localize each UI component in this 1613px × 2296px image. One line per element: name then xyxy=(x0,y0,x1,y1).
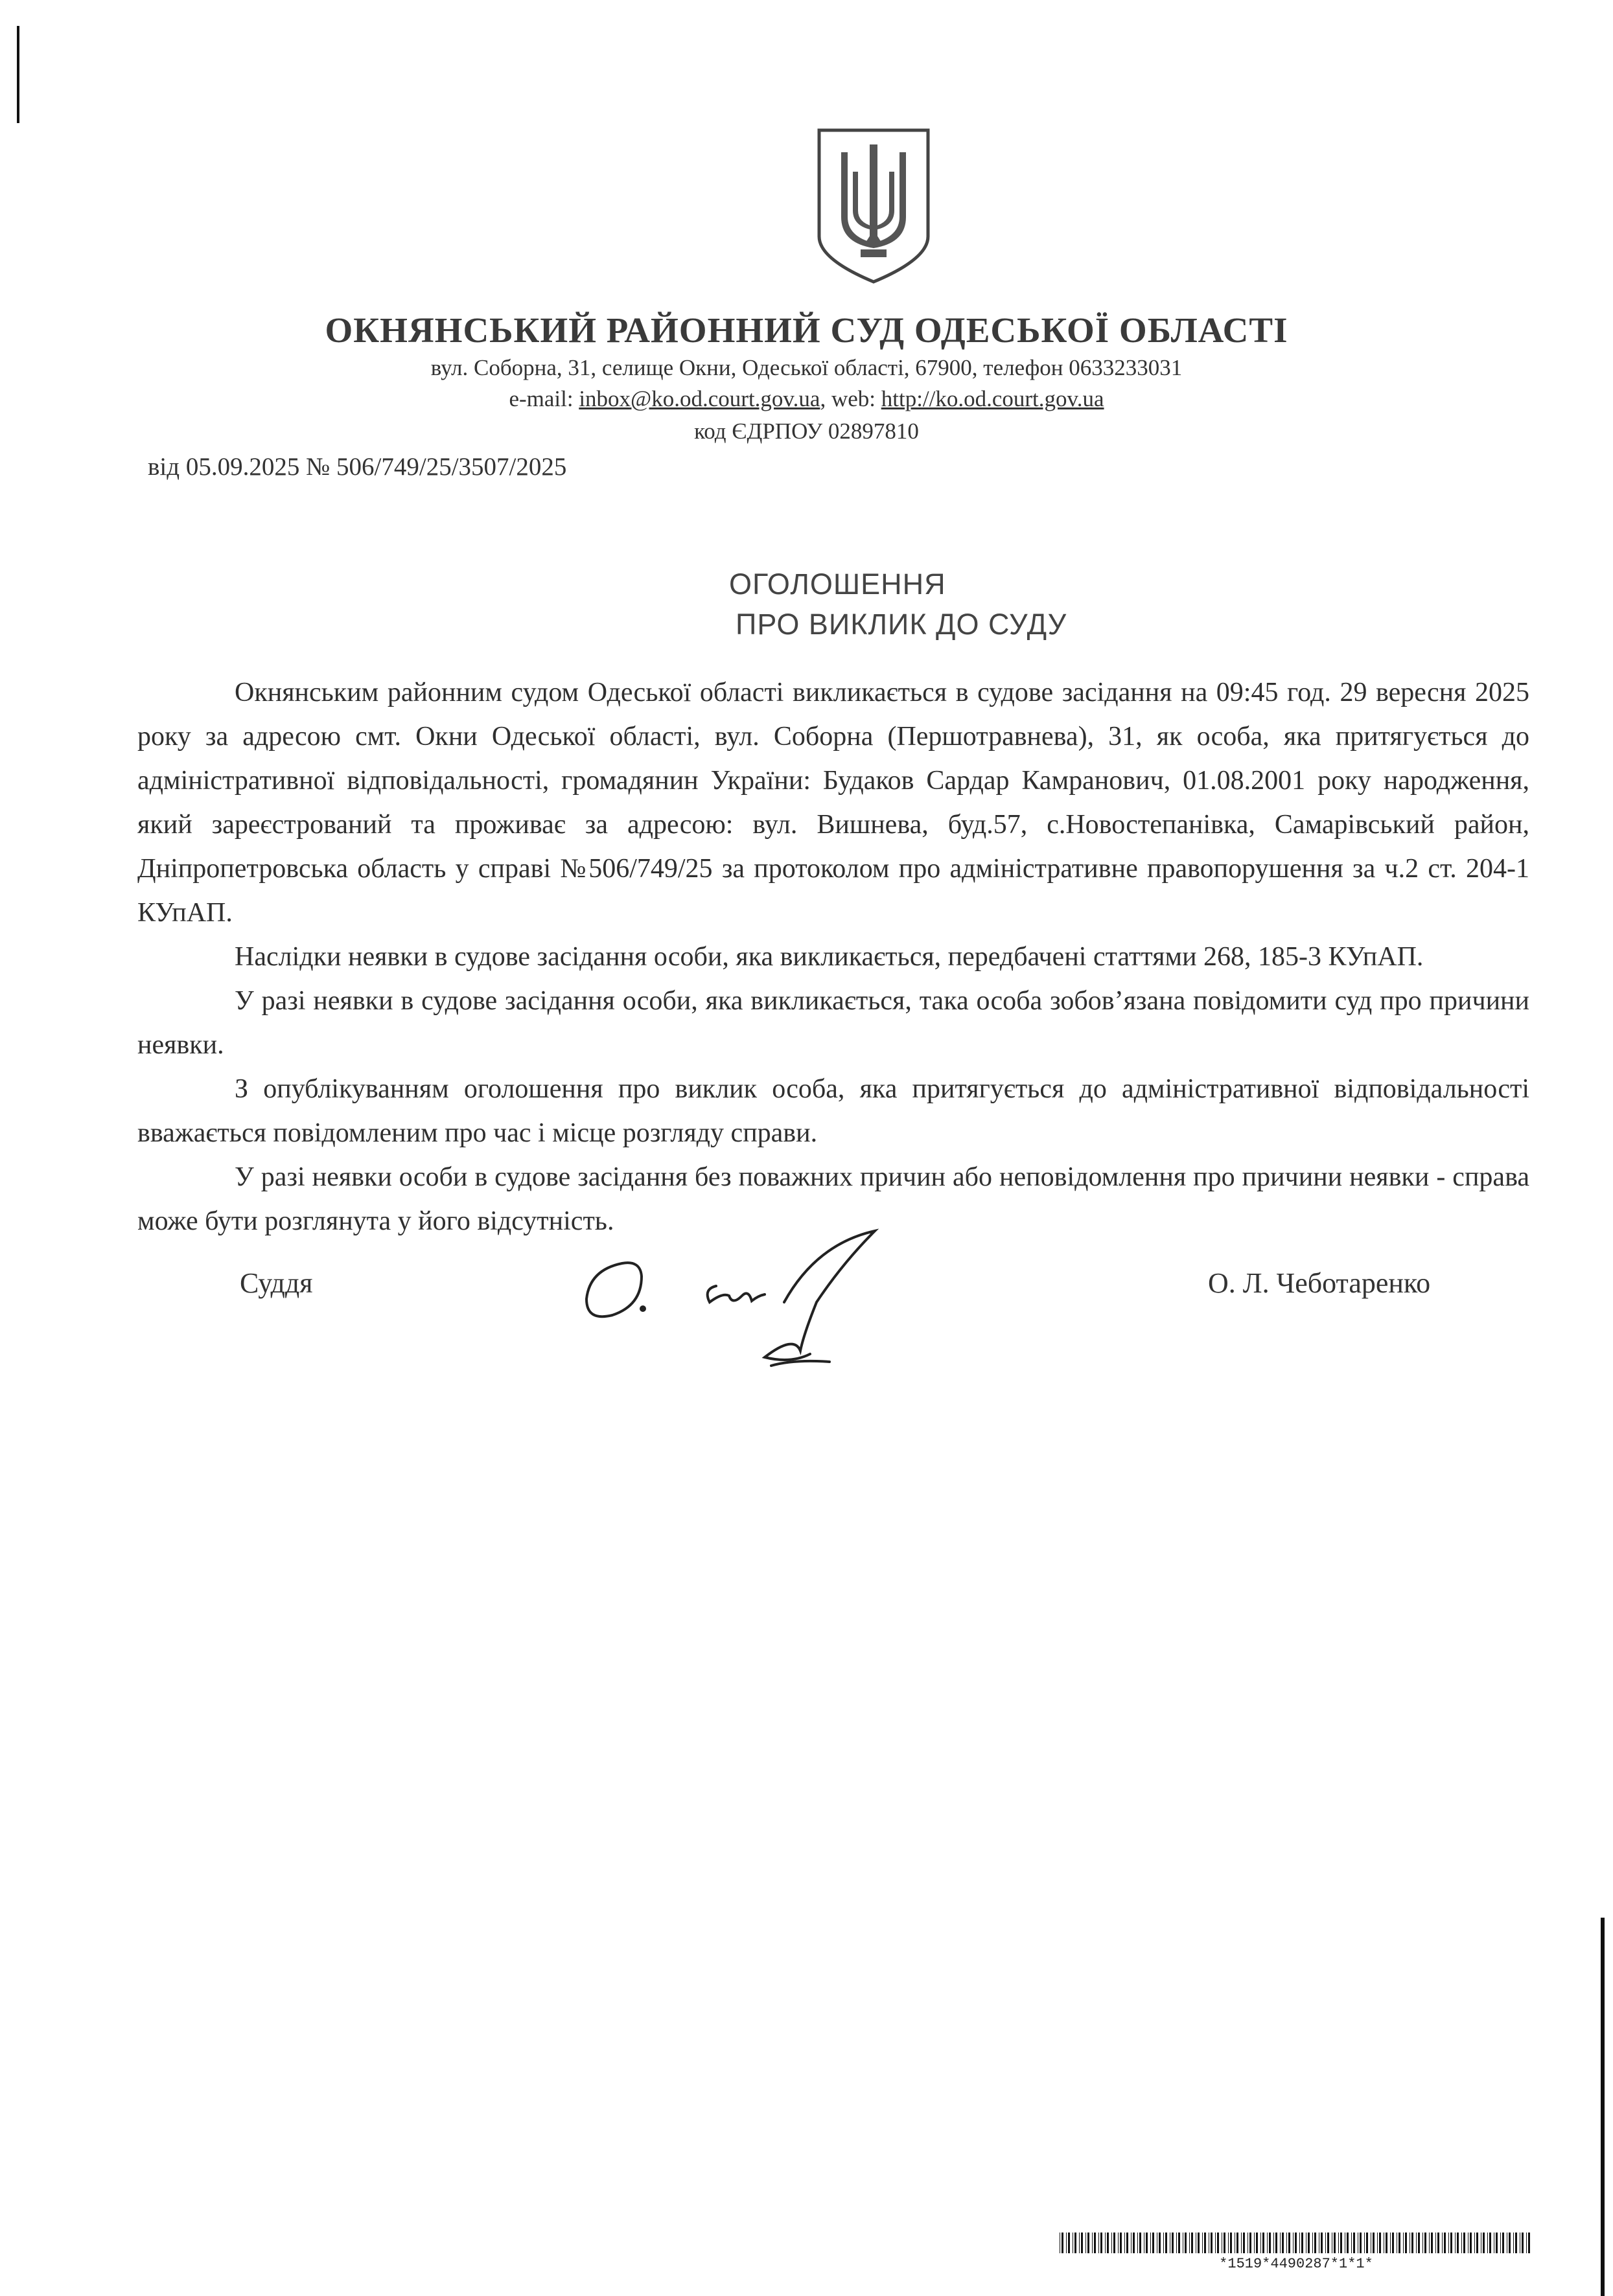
barcode-bar xyxy=(1152,2233,1154,2253)
barcode-bar xyxy=(1314,2233,1316,2253)
barcode-bar xyxy=(1230,2233,1232,2253)
barcode-bar xyxy=(1189,2233,1190,2253)
barcode-bar xyxy=(1500,2233,1501,2253)
barcode-bar xyxy=(1254,2233,1255,2253)
barcode-bar xyxy=(1172,2233,1174,2253)
barcode-bar xyxy=(1228,2233,1229,2253)
barcode-bar xyxy=(1431,2233,1433,2253)
barcode-bar xyxy=(1312,2233,1313,2253)
barcode-bar xyxy=(1489,2233,1491,2253)
barcode-bar xyxy=(1435,2233,1436,2253)
barcode-bar xyxy=(1262,2233,1264,2253)
barcode-bar xyxy=(1405,2233,1407,2253)
barcode-bar xyxy=(1301,2233,1303,2253)
barcode-bar xyxy=(1429,2233,1430,2253)
barcode-bar xyxy=(1299,2233,1300,2253)
barcode-bar xyxy=(1411,2233,1413,2253)
web-link[interactable]: http://ko.od.court.gov.ua xyxy=(881,386,1104,411)
barcode-bar xyxy=(1185,2233,1187,2253)
barcode-bar xyxy=(1364,2233,1365,2253)
barcode-bar xyxy=(1338,2233,1339,2253)
barcode-bar xyxy=(1107,2233,1109,2253)
barcode-bar xyxy=(1437,2233,1439,2253)
barcode-bar xyxy=(1513,2233,1514,2253)
barcode-bar xyxy=(1267,2233,1268,2253)
barcode-image xyxy=(1060,2233,1533,2253)
barcode-bar xyxy=(1178,2233,1180,2253)
court-edrpou: код ЄДРПОУ 02897810 xyxy=(694,419,919,444)
barcode-bar xyxy=(1398,2233,1400,2253)
barcode-bar xyxy=(1092,2233,1093,2253)
barcode-bar xyxy=(1146,2233,1148,2253)
barcode-bar xyxy=(1347,2233,1349,2253)
body-paragraph: У разі неявки в судове засідання особи, яка викликається, така особа зобов’язана повідомити суд про причини неявки. xyxy=(137,986,1529,1060)
body-paragraph: Окнянським районним судом Одеської області викликається в судове засідання на 09:45 год. 29 вересня 2025 року за адресою смт. Окни Одеської області, вул. Соборна (Першотравнева), 31, як особа, яка притягується до адміністративної відповідальності, громадянин України: Будаков Сардар Камранович, 01.08.2001 року народження, який зареєстрований та проживає за адресою: вул. Вишнева, буд.57, с.Новостепанівка, Самарівський район, Дніпропетровська область у справі №506/749/25 за протоколом про адміністративне правопорушення за ч.2 ст. 204-1 КУпАП. xyxy=(137,678,1529,928)
barcode-bar xyxy=(1165,2233,1167,2253)
barcode-bar xyxy=(1463,2233,1465,2253)
barcode-bar xyxy=(1502,2233,1504,2253)
barcode-bar xyxy=(1455,2233,1456,2253)
barcode-bar xyxy=(1236,2233,1238,2253)
barcode-bar xyxy=(1241,2233,1242,2253)
barcode-bar xyxy=(1327,2233,1329,2253)
signature-role: Суддя xyxy=(240,1267,313,1299)
barcode-bar xyxy=(1373,2233,1375,2253)
barcode-bar xyxy=(1487,2233,1488,2253)
barcode-bar xyxy=(1249,2233,1251,2253)
barcode-bar xyxy=(1243,2233,1245,2253)
barcode-bar xyxy=(1288,2233,1290,2253)
barcode-bar xyxy=(1085,2233,1086,2253)
barcode-bar xyxy=(1390,2233,1391,2253)
barcode-bar xyxy=(1163,2233,1164,2253)
barcode-bar xyxy=(1120,2233,1122,2253)
barcode-bar xyxy=(1334,2233,1336,2253)
barcode-bar xyxy=(1366,2233,1368,2253)
notice-heading-line2: ПРО ВИКЛИК ДО СУДУ xyxy=(736,608,1067,641)
barcode-bar xyxy=(1474,2233,1475,2253)
barcode-bar xyxy=(1273,2233,1274,2253)
barcode-bar xyxy=(1217,2233,1219,2253)
body-paragraph: У разі неявки особи в судове засідання без поважних причин або неповідомлення про причини неявки - справа може бути розглянута у його відсутність. xyxy=(137,1162,1529,1236)
barcode-bar xyxy=(1133,2233,1135,2253)
barcode-bar xyxy=(1094,2233,1096,2253)
web-label: , web: xyxy=(820,386,881,411)
barcode-bar xyxy=(1256,2233,1258,2253)
barcode-bar xyxy=(1087,2233,1089,2253)
barcode-bar xyxy=(1424,2233,1426,2253)
barcode-bar xyxy=(1224,2233,1225,2253)
barcode-bar xyxy=(1202,2233,1203,2253)
barcode-bar xyxy=(1457,2233,1459,2253)
notice-heading-line1: ОГОЛОШЕННЯ xyxy=(729,568,946,601)
barcode-bar xyxy=(1105,2233,1106,2253)
barcode-bar xyxy=(1176,2233,1177,2253)
scan-edge-mark-top-left xyxy=(17,26,19,123)
barcode-bar xyxy=(1159,2233,1161,2253)
barcode-bar xyxy=(1066,2233,1067,2253)
barcode-bar xyxy=(1295,2233,1297,2253)
judge-name: О. Л. Чеботаренко xyxy=(1208,1267,1431,1299)
notice-body xyxy=(137,671,1529,1243)
barcode-bar xyxy=(1379,2233,1381,2253)
barcode-bar xyxy=(1198,2233,1200,2253)
barcode-bar xyxy=(1191,2233,1193,2253)
barcode-bar xyxy=(1275,2233,1277,2253)
barcode-bar xyxy=(1353,2233,1355,2253)
barcode-bar xyxy=(1260,2233,1261,2253)
barcode-bar xyxy=(1470,2233,1472,2253)
barcode-bar xyxy=(1509,2233,1511,2253)
barcode-bar xyxy=(1515,2233,1517,2253)
barcode-bar xyxy=(1340,2233,1342,2253)
barcode-bar xyxy=(1280,2233,1281,2253)
barcode-bar xyxy=(1269,2233,1271,2253)
handwritten-signature xyxy=(570,1224,933,1380)
court-contacts xyxy=(0,386,1613,412)
barcode-bar xyxy=(1286,2233,1287,2253)
barcode-bar xyxy=(1113,2233,1115,2253)
email-label: e-mail: xyxy=(509,386,579,411)
barcode-bar xyxy=(1448,2233,1449,2253)
barcode-bar xyxy=(1360,2233,1362,2253)
barcode-bar xyxy=(1526,2233,1527,2253)
barcode-bar xyxy=(1282,2233,1284,2253)
barcode-bar xyxy=(1124,2233,1125,2253)
barcode-bar xyxy=(1062,2233,1063,2253)
barcode-bar xyxy=(1522,2233,1524,2253)
barcode-bar xyxy=(1461,2233,1462,2253)
barcode-bar xyxy=(1098,2233,1099,2253)
scan-edge-mark-bottom-right xyxy=(1601,1918,1605,2296)
coat-of-arms-icon xyxy=(815,126,932,285)
barcode-bar xyxy=(1392,2233,1394,2253)
barcode-text: *1519*4490287*1*1* xyxy=(1219,2256,1373,2272)
barcode-bar xyxy=(1137,2233,1138,2253)
barcode-bar xyxy=(1139,2233,1141,2253)
barcode-bar xyxy=(1442,2233,1443,2253)
barcode-bar xyxy=(1377,2233,1378,2253)
barcode-bar xyxy=(1325,2233,1326,2253)
barcode-bar xyxy=(1215,2233,1216,2253)
barcode-bar xyxy=(1444,2233,1446,2253)
document-reference: від 05.09.2025 № 506/749/25/3507/2025 xyxy=(148,453,567,481)
body-paragraph: З опублікуванням оголошення про виклик особа, яка притягується до адміністративної відповідальності вважається повідомленим про час і місце розгляду справи. xyxy=(137,1074,1529,1148)
barcode-bar xyxy=(1483,2233,1485,2253)
barcode-bar xyxy=(1386,2233,1387,2253)
barcode-bar xyxy=(1416,2233,1417,2253)
barcode-bar xyxy=(1247,2233,1248,2253)
barcode-bar xyxy=(1418,2233,1420,2253)
barcode-bar xyxy=(1111,2233,1112,2253)
barcode-bar xyxy=(1528,2233,1530,2253)
barcode-bar xyxy=(1450,2233,1452,2253)
barcode-bar xyxy=(1308,2233,1310,2253)
barcode-bar xyxy=(1126,2233,1128,2253)
barcode-bar xyxy=(1476,2233,1478,2253)
barcode-bar xyxy=(1321,2233,1323,2253)
barcode-bar xyxy=(1150,2233,1151,2253)
barcode-bar xyxy=(1293,2233,1294,2253)
barcode-bar xyxy=(1204,2233,1206,2253)
barcode-bar xyxy=(1068,2233,1070,2253)
court-address: вул. Соборна, 31, селище Окни, Одеської області, 67900, телефон 0633233031 xyxy=(430,355,1183,380)
body-paragraph: Наслідки неявки в судове засідання особи, яка викликається, передбачені статтями 268, 185-3 КУпАП. xyxy=(235,942,1424,972)
barcode-bar xyxy=(1081,2233,1083,2253)
barcode-bar xyxy=(1074,2233,1076,2253)
barcode-bar xyxy=(1079,2233,1080,2253)
email-link[interactable]: inbox@ko.od.court.gov.ua xyxy=(579,386,820,411)
barcode-bar xyxy=(1351,2233,1352,2253)
court-name: ОКНЯНСЬКИЙ РАЙОННИЙ СУД ОДЕСЬКОЇ ОБЛАСТІ xyxy=(325,310,1288,350)
barcode-bar xyxy=(1211,2233,1213,2253)
barcode-bar xyxy=(1100,2233,1102,2253)
barcode-bar xyxy=(1496,2233,1498,2253)
barcode-bar xyxy=(1403,2233,1404,2253)
barcode-bar xyxy=(1118,2233,1119,2253)
barcode-bar xyxy=(1422,2233,1423,2253)
